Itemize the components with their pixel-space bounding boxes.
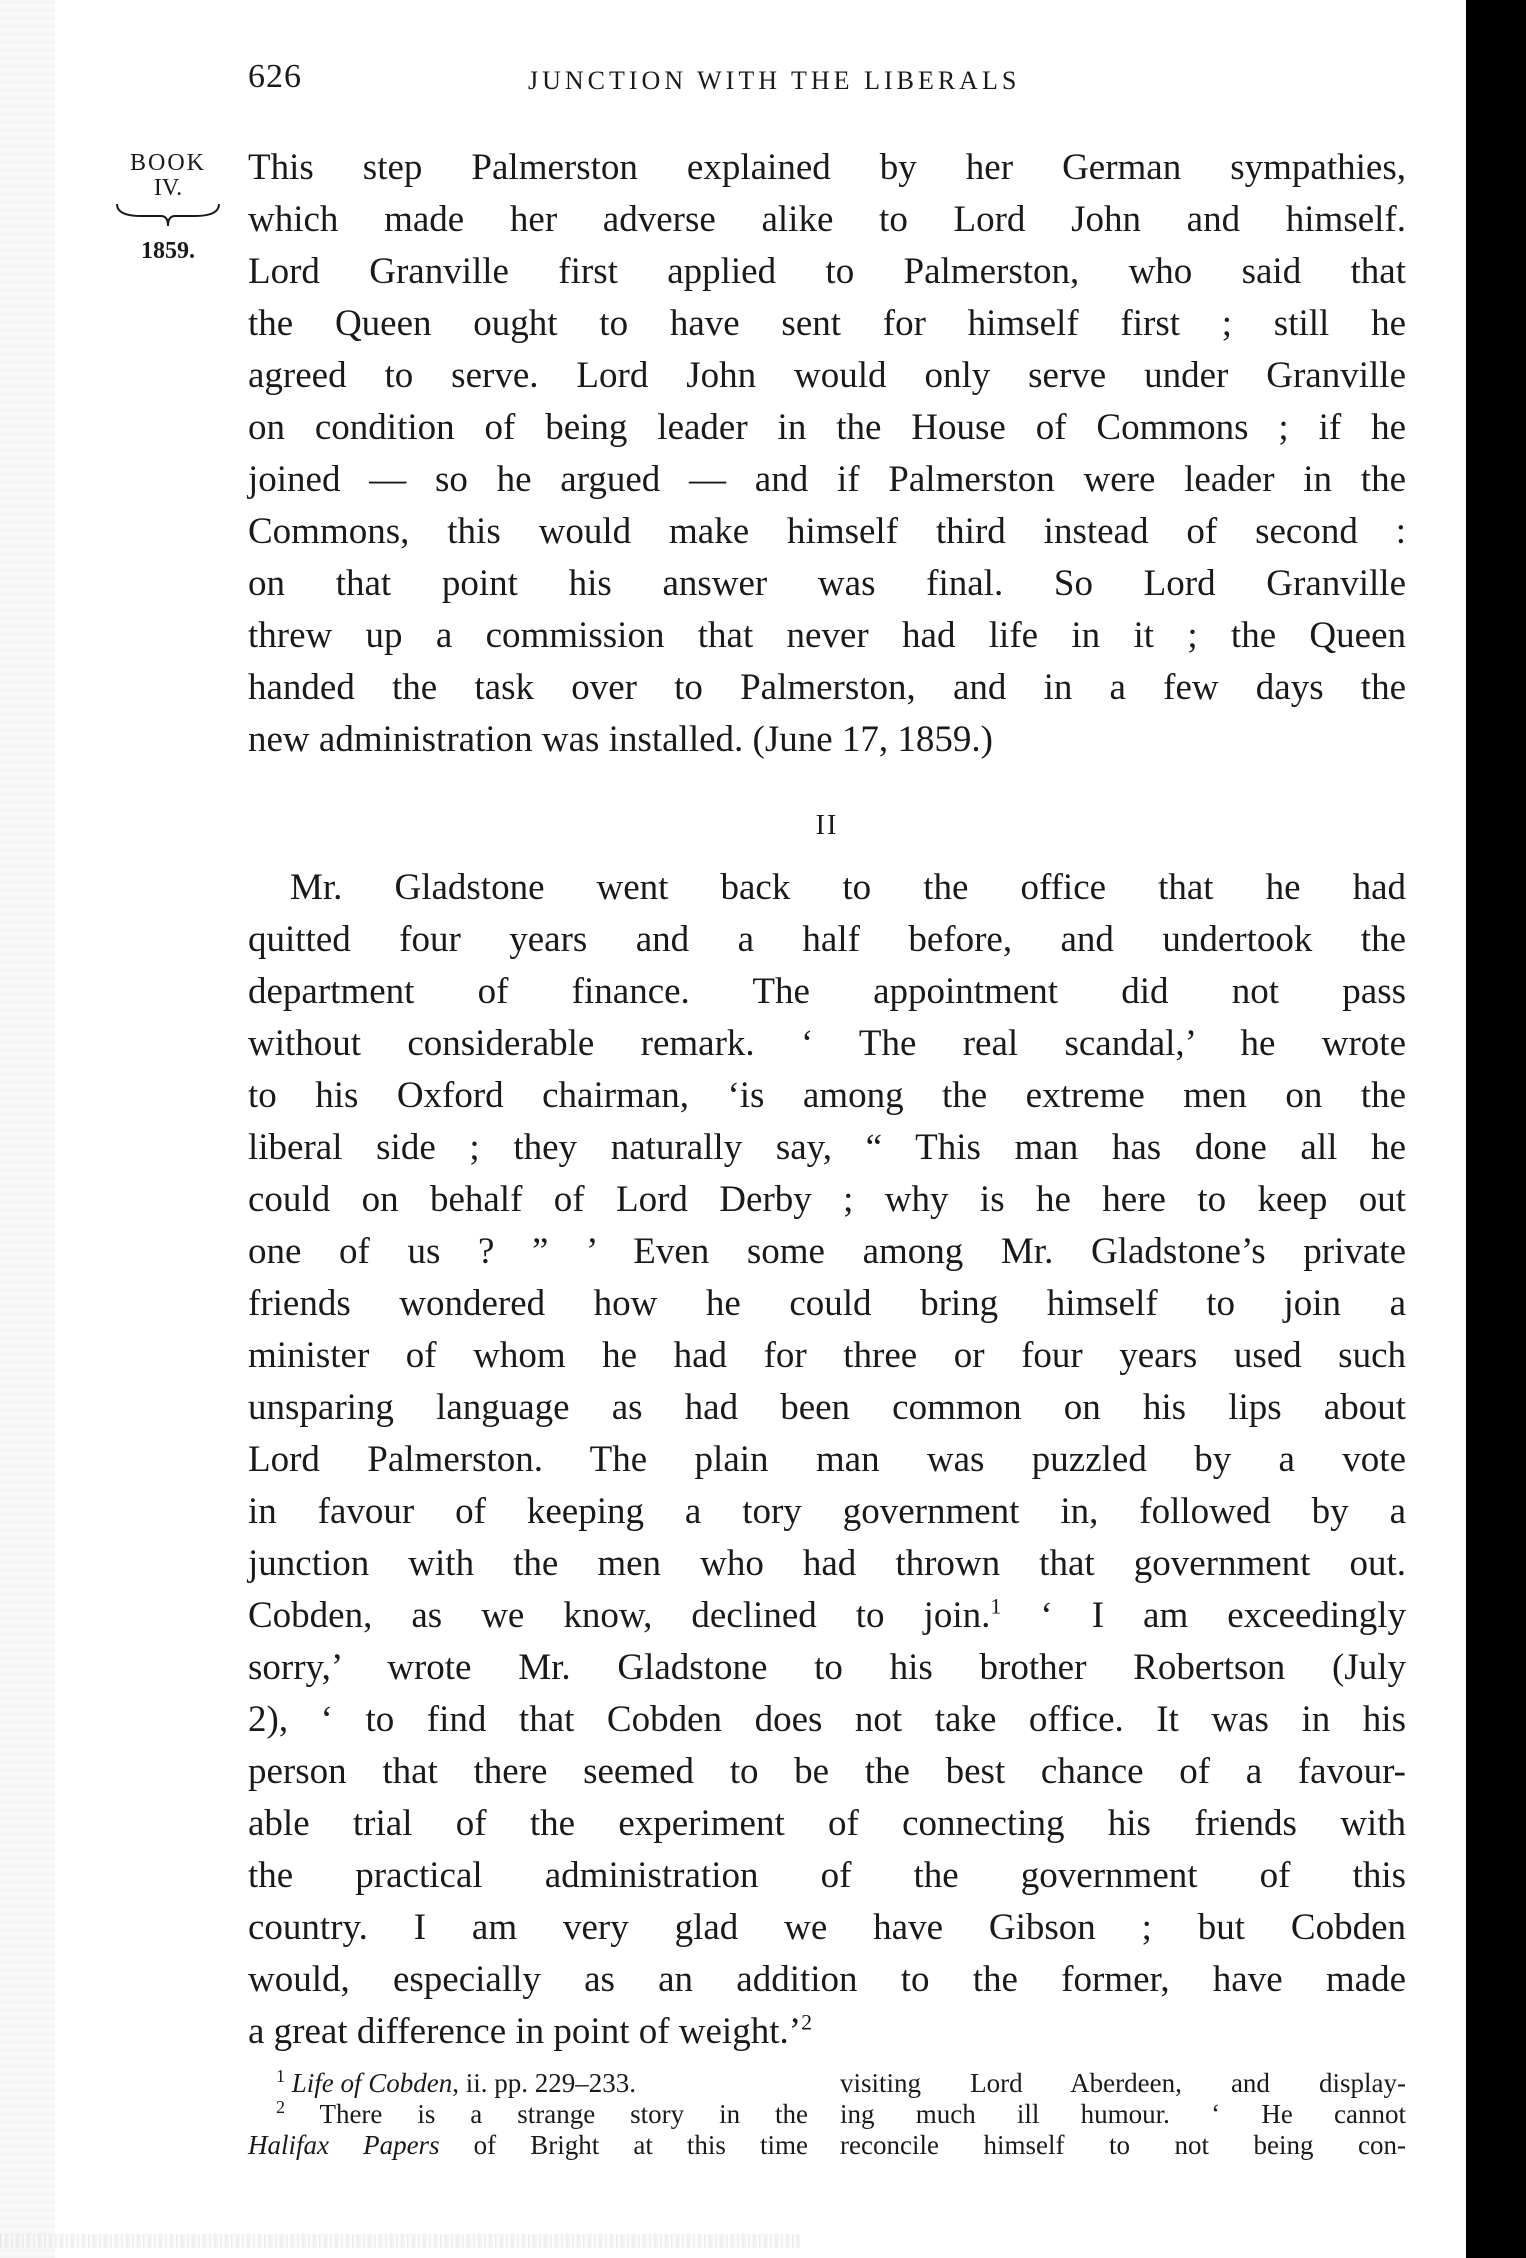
brace-icon — [113, 200, 223, 228]
footnote-marker: 1 — [990, 1593, 1002, 1619]
section-heading: II — [815, 810, 839, 841]
page-header — [248, 58, 1408, 108]
text-line-with-footnote — [248, 2006, 1406, 2058]
text-line: This step Palmerston explained by her German sympathies, — [248, 147, 1406, 188]
line-start: Cobden, as we know, declined to join. — [248, 1595, 991, 1636]
footnotes-left-column — [248, 2068, 808, 2161]
text-line: the practical administration of the government of this — [248, 1855, 1406, 1896]
footnote-marker: 2 — [801, 2009, 813, 2035]
paragraph-2 — [248, 862, 1406, 2058]
footnote-text: of Bright at this time — [439, 2130, 808, 2160]
text-line: could on behalf of Lord Derby ; why is he here to keep out — [248, 1179, 1406, 1220]
text-line: able trial of the experiment of connecting his friends with — [248, 1803, 1406, 1844]
footnote-title: Halifax Papers — [248, 2130, 440, 2160]
spine-shadow — [0, 0, 55, 2258]
text-line: on condition of being leader in the House of Commons ; if he — [248, 407, 1406, 448]
margin-year: 1859. — [141, 238, 195, 264]
footnote-title: Life of Cobden — [291, 2068, 453, 2098]
footnote-2-line: reconcile himself to not being con- — [840, 2130, 1406, 2160]
text-line: in favour of keeping a tory government in, followed by a — [248, 1491, 1406, 1532]
text-line: would, especially as an addition to the former, have made — [248, 1959, 1406, 2000]
text-line: unsparing language as had been common on his lips about — [248, 1387, 1406, 1428]
text-line: joined — so he argued — and if Palmerston were leader in the — [248, 459, 1406, 500]
paragraph-1 — [248, 142, 1406, 766]
text-line: sorry,’ wrote Mr. Gladstone to his brother Robertson (July — [248, 1647, 1406, 1688]
line-text: a great difference in point of weight.’ — [248, 2011, 802, 2052]
text-line: without considerable remark. ‘ The real scandal,’ he wrote — [248, 1023, 1406, 1064]
text-line: minister of whom he had for three or four years used such — [248, 1335, 1406, 1376]
text-line: person that there seemed to be the best chance of a favour- — [248, 1751, 1406, 1792]
text-line: liberal side ; they naturally say, “ This man has done all he — [248, 1127, 1406, 1168]
text-line: junction with the men who had thrown that government out. — [248, 1543, 1406, 1584]
text-line: threw up a commission that never had life in it ; the Queen — [248, 615, 1406, 656]
text-line: department of finance. The appointment did not pass — [248, 971, 1406, 1012]
text-line: new administration was installed. (June 17, 1859.) — [248, 719, 994, 760]
text-line: Lord Palmerston. The plain man was puzzled by a vote — [248, 1439, 1406, 1480]
text-line: agreed to serve. Lord John would only serve under Granville — [248, 355, 1406, 396]
text-line: which made her adverse alike to Lord John and himself. — [248, 199, 1406, 240]
running-head: JUNCTION WITH THE LIBERALS — [528, 66, 1021, 95]
footnote-text: There is a strange story in the — [319, 2099, 808, 2129]
footnote-text: , ii. pp. 229–233. — [452, 2068, 637, 2098]
footnote-2-line: visiting Lord Aberdeen, and display- — [840, 2068, 1406, 2098]
footnote-2-line: ing much ill humour. ‘ He cannot — [840, 2099, 1406, 2129]
margin-note — [108, 150, 228, 265]
text-line: country. I am very glad we have Gibson ; but Cobden — [248, 1907, 1406, 1948]
footnote-number: 2 — [276, 2097, 285, 2117]
footnote-2-line — [248, 2130, 808, 2161]
text-line: to his Oxford chairman, ‘is among the extreme men on the — [248, 1075, 1406, 1116]
page-edge-shadow — [1466, 0, 1526, 2258]
book-label: BOOK — [129, 150, 206, 176]
footnotes-right-column — [840, 2068, 1406, 2161]
text-line: Commons, this would make himself third instead of second : — [248, 511, 1406, 552]
text-line: one of us ? ” ’ Even some among Mr. Gladstone’s private — [248, 1231, 1406, 1272]
text-line-with-footnote — [248, 1590, 1406, 1642]
text-line: on that point his answer was final. So Lord Granville — [248, 563, 1406, 604]
book-number: IV. — [153, 175, 183, 201]
footnotes — [248, 2068, 1406, 2188]
footnote-number: 1 — [276, 2066, 285, 2086]
text-line: Mr. Gladstone went back to the office that he had — [290, 867, 1406, 908]
text-line: 2), ‘ to find that Cobden does not take office. It was in his — [248, 1699, 1406, 1740]
text-line: the Queen ought to have sent for himself first ; still he — [248, 303, 1406, 344]
scan-noise — [0, 2234, 800, 2248]
text-line: friends wondered how he could bring himself to join a — [248, 1283, 1406, 1324]
text-line: handed the task over to Palmerston, and in a few days the — [248, 667, 1406, 708]
text-line: Lord Granville first applied to Palmerston, who said that — [248, 251, 1406, 292]
footnote-1 — [248, 2068, 808, 2099]
footnote-2-start — [248, 2099, 808, 2130]
text-line: quitted four years and a half before, and undertook the — [248, 919, 1406, 960]
line-end: ‘ I am exceedingly — [1001, 1595, 1406, 1636]
page-number: 626 — [248, 58, 302, 95]
